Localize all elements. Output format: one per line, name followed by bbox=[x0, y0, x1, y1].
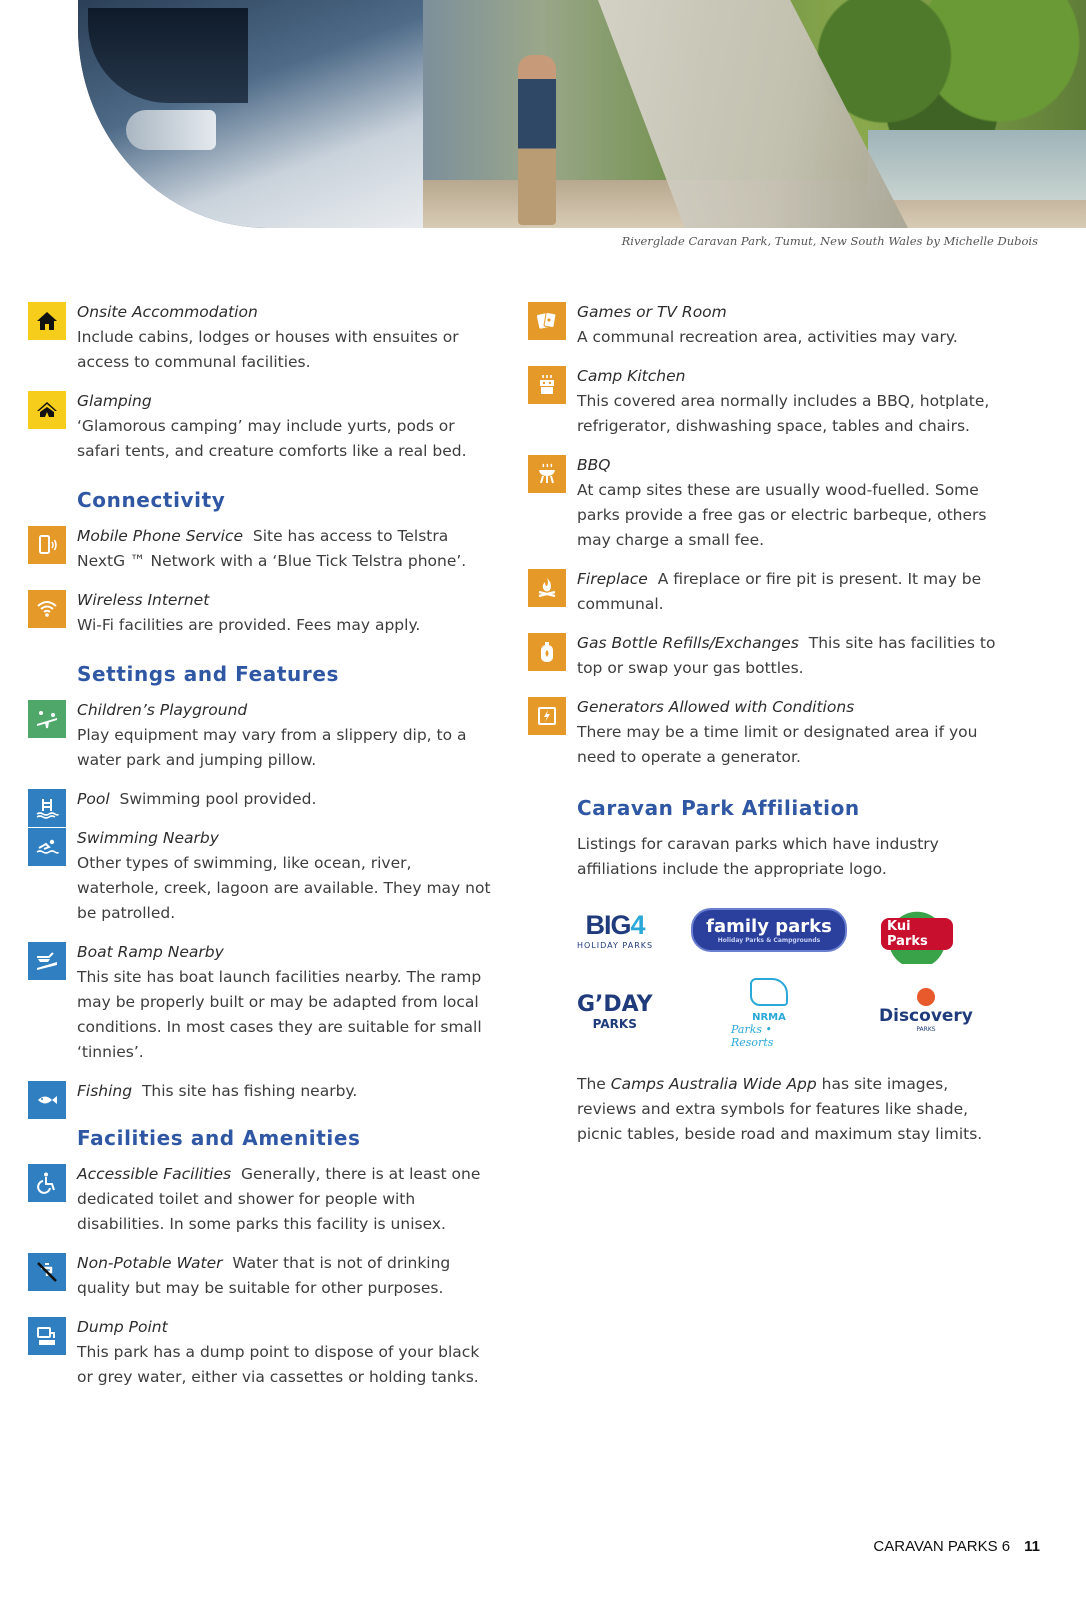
discovery-parks-logo bbox=[879, 988, 973, 1033]
gday-logo-sub: PARKS bbox=[592, 1017, 637, 1031]
list-item bbox=[528, 453, 998, 553]
app-note bbox=[528, 1072, 998, 1147]
page-number: 11 bbox=[1024, 1538, 1040, 1555]
item-desc: A fireplace or fire pit is present. It may be communal. bbox=[577, 570, 982, 613]
list-item bbox=[528, 567, 998, 617]
family-parks-logo-text: family parks bbox=[706, 916, 832, 937]
item-title: Fishing bbox=[77, 1082, 133, 1100]
nrma-parks-logo bbox=[731, 978, 807, 1049]
item-title: Fireplace bbox=[577, 570, 648, 588]
item-desc: This covered area normally includes a BBQ, hotplate, refrigerator, dishwashing space, tables and chairs. bbox=[577, 392, 990, 435]
item-title: Children’s Playground bbox=[77, 701, 248, 719]
item-title: Boat Ramp Nearby bbox=[77, 943, 224, 961]
list-item bbox=[528, 631, 998, 681]
item-title: Onsite Accommodation bbox=[77, 303, 258, 321]
hero-photo bbox=[78, 0, 1086, 228]
item-desc: This site has facilities to top or swap your gas bottles. bbox=[577, 634, 996, 677]
campfire-icon bbox=[528, 569, 566, 607]
pool-icon bbox=[28, 789, 66, 827]
item-title: Games or TV Room bbox=[577, 303, 727, 321]
big4-logo-number: 4 bbox=[630, 910, 645, 940]
item-title: Pool bbox=[77, 790, 110, 808]
generator-icon bbox=[528, 697, 566, 735]
item-desc: ‘Glamorous camping’ may include yurts, pods or safari tents, and creature comforts like a real bed. bbox=[77, 417, 467, 460]
item-title: Wireless Internet bbox=[77, 591, 210, 609]
section-heading-connectivity: Connectivity bbox=[77, 488, 226, 512]
item-desc: This site has boat launch facilities nearby. The ramp may be properly built or may be adapted from local conditions. In most cases they are suitable for small ‘tinnies’. bbox=[77, 968, 482, 1061]
kui-parks-logo-text: Kui Parks bbox=[881, 918, 953, 950]
app-note-pre: The bbox=[577, 1075, 611, 1093]
camp-kitchen-icon bbox=[528, 366, 566, 404]
item-desc: Wi-Fi facilities are provided. Fees may apply. bbox=[77, 616, 421, 634]
list-item bbox=[28, 588, 498, 638]
item-desc: Water that is not of drinking quality but may be suitable for other purposes. bbox=[77, 1254, 451, 1297]
app-note-post: has site images, reviews and extra symbols for features like shade, picnic tables, beside road and maximum stay limits. bbox=[577, 1075, 983, 1143]
list-item bbox=[528, 695, 998, 770]
item-title: Swimming Nearby bbox=[77, 829, 219, 847]
item-desc: This site has fishing nearby. bbox=[141, 1082, 358, 1100]
item-desc: This park has a dump point to dispose of your black or grey water, either via cassettes or holding tanks. bbox=[77, 1343, 480, 1386]
right-column bbox=[528, 300, 998, 1147]
item-desc: Site has access to Telstra NextG ™ Network with a ‘Blue Tick Telstra phone’. bbox=[77, 527, 467, 570]
list-item bbox=[28, 698, 498, 773]
nrma-mark-icon bbox=[750, 978, 788, 1006]
fish-icon bbox=[28, 1081, 66, 1119]
list-item bbox=[28, 524, 498, 574]
page-footer bbox=[873, 1538, 1040, 1555]
discovery-logo-sub: PARKS bbox=[916, 1026, 936, 1033]
big4-logo-sub: HOLIDAY PARKS bbox=[577, 941, 654, 950]
left-column bbox=[28, 300, 498, 1404]
item-title: Glamping bbox=[77, 392, 152, 410]
item-desc: At camp sites these are usually wood-fuelled. Some parks provide a free gas or electric barbeque, others may charge a small fee. bbox=[577, 481, 987, 549]
list-item bbox=[28, 1315, 498, 1390]
list-item bbox=[28, 1251, 498, 1301]
affiliation-logos bbox=[577, 904, 998, 1054]
item-title: Accessible Facilities bbox=[77, 1165, 232, 1183]
photo-caption: Riverglade Caravan Park, Tumut, New South Wales by Michelle Dubois bbox=[621, 234, 1038, 248]
list-item bbox=[528, 364, 998, 439]
item-title: Non-Potable Water bbox=[77, 1254, 223, 1272]
campervan-headlight bbox=[126, 110, 216, 150]
list-item bbox=[528, 300, 998, 350]
non-potable-tap-icon bbox=[28, 1253, 66, 1291]
item-title: Dump Point bbox=[77, 1318, 168, 1336]
list-item bbox=[28, 1162, 498, 1237]
bbq-icon bbox=[528, 455, 566, 493]
person-image bbox=[518, 55, 556, 225]
wheelchair-icon bbox=[28, 1164, 66, 1202]
gday-parks-logo bbox=[577, 992, 653, 1031]
big4-logo bbox=[577, 910, 653, 950]
nrma-logo-sub: Parks • Resorts bbox=[731, 1023, 774, 1049]
item-title: Camp Kitchen bbox=[577, 367, 686, 385]
affiliation-intro: Listings for caravan parks which have industry affiliations include the appropriate logo. bbox=[577, 835, 939, 878]
section-heading-affiliation: Caravan Park Affiliation bbox=[577, 796, 860, 820]
item-desc: Swimming pool provided. bbox=[119, 790, 317, 808]
item-title: Generators Allowed with Conditions bbox=[577, 698, 855, 716]
section-heading-settings: Settings and Features bbox=[77, 662, 340, 686]
item-title: Gas Bottle Refills/Exchanges bbox=[577, 634, 799, 652]
swimmer-icon bbox=[28, 828, 66, 866]
gas-bottle-icon bbox=[528, 633, 566, 671]
item-desc: A communal recreation area, activities may vary. bbox=[577, 328, 958, 346]
family-parks-logo bbox=[691, 908, 847, 952]
list-item bbox=[28, 787, 498, 812]
playground-icon bbox=[28, 700, 66, 738]
family-parks-logo-sub: Holiday Parks & Campgrounds bbox=[717, 937, 821, 944]
playing-cards-icon bbox=[528, 302, 566, 340]
mobile-phone-icon bbox=[28, 526, 66, 564]
item-desc: Other types of swimming, like ocean, river, waterhole, creek, lagoon are available. They may not be patrolled. bbox=[77, 854, 491, 922]
big4-logo-text: BIG bbox=[585, 910, 631, 940]
item-desc: Include cabins, lodges or houses with ensuites or access to communal facilities. bbox=[77, 328, 459, 371]
item-desc: There may be a time limit or designated area if you need to operate a generator. bbox=[577, 723, 978, 766]
house-icon bbox=[28, 302, 66, 340]
footer-label: CARAVAN PARKS 6 bbox=[873, 1538, 1011, 1555]
list-item bbox=[28, 826, 498, 926]
list-item bbox=[28, 300, 498, 375]
item-title: Mobile Phone Service bbox=[77, 527, 243, 545]
tent-icon bbox=[28, 391, 66, 429]
list-item bbox=[28, 389, 498, 464]
item-desc: Play equipment may vary from a slippery dip, to a water park and jumping pillow. bbox=[77, 726, 467, 769]
river-image bbox=[868, 130, 1086, 200]
boat-ramp-icon bbox=[28, 942, 66, 980]
app-name: Camps Australia Wide App bbox=[610, 1075, 817, 1093]
discovery-logo-text: Discovery bbox=[879, 1006, 973, 1026]
wifi-icon bbox=[28, 590, 66, 628]
gday-logo-text: G’DAY bbox=[577, 992, 653, 1017]
section-heading-facilities: Facilities and Amenities bbox=[77, 1126, 361, 1150]
discovery-dot-icon bbox=[917, 988, 935, 1006]
list-item bbox=[28, 1079, 498, 1104]
dump-point-icon bbox=[28, 1317, 66, 1355]
nrma-logo-text: NRMA bbox=[752, 1012, 786, 1023]
item-desc: Generally, there is at least one dedicated toilet and shower for people with disabilities. In some parks this facility is unisex. bbox=[77, 1165, 481, 1233]
item-title: BBQ bbox=[577, 456, 611, 474]
kui-parks-logo bbox=[881, 904, 953, 964]
list-item bbox=[28, 940, 498, 1065]
